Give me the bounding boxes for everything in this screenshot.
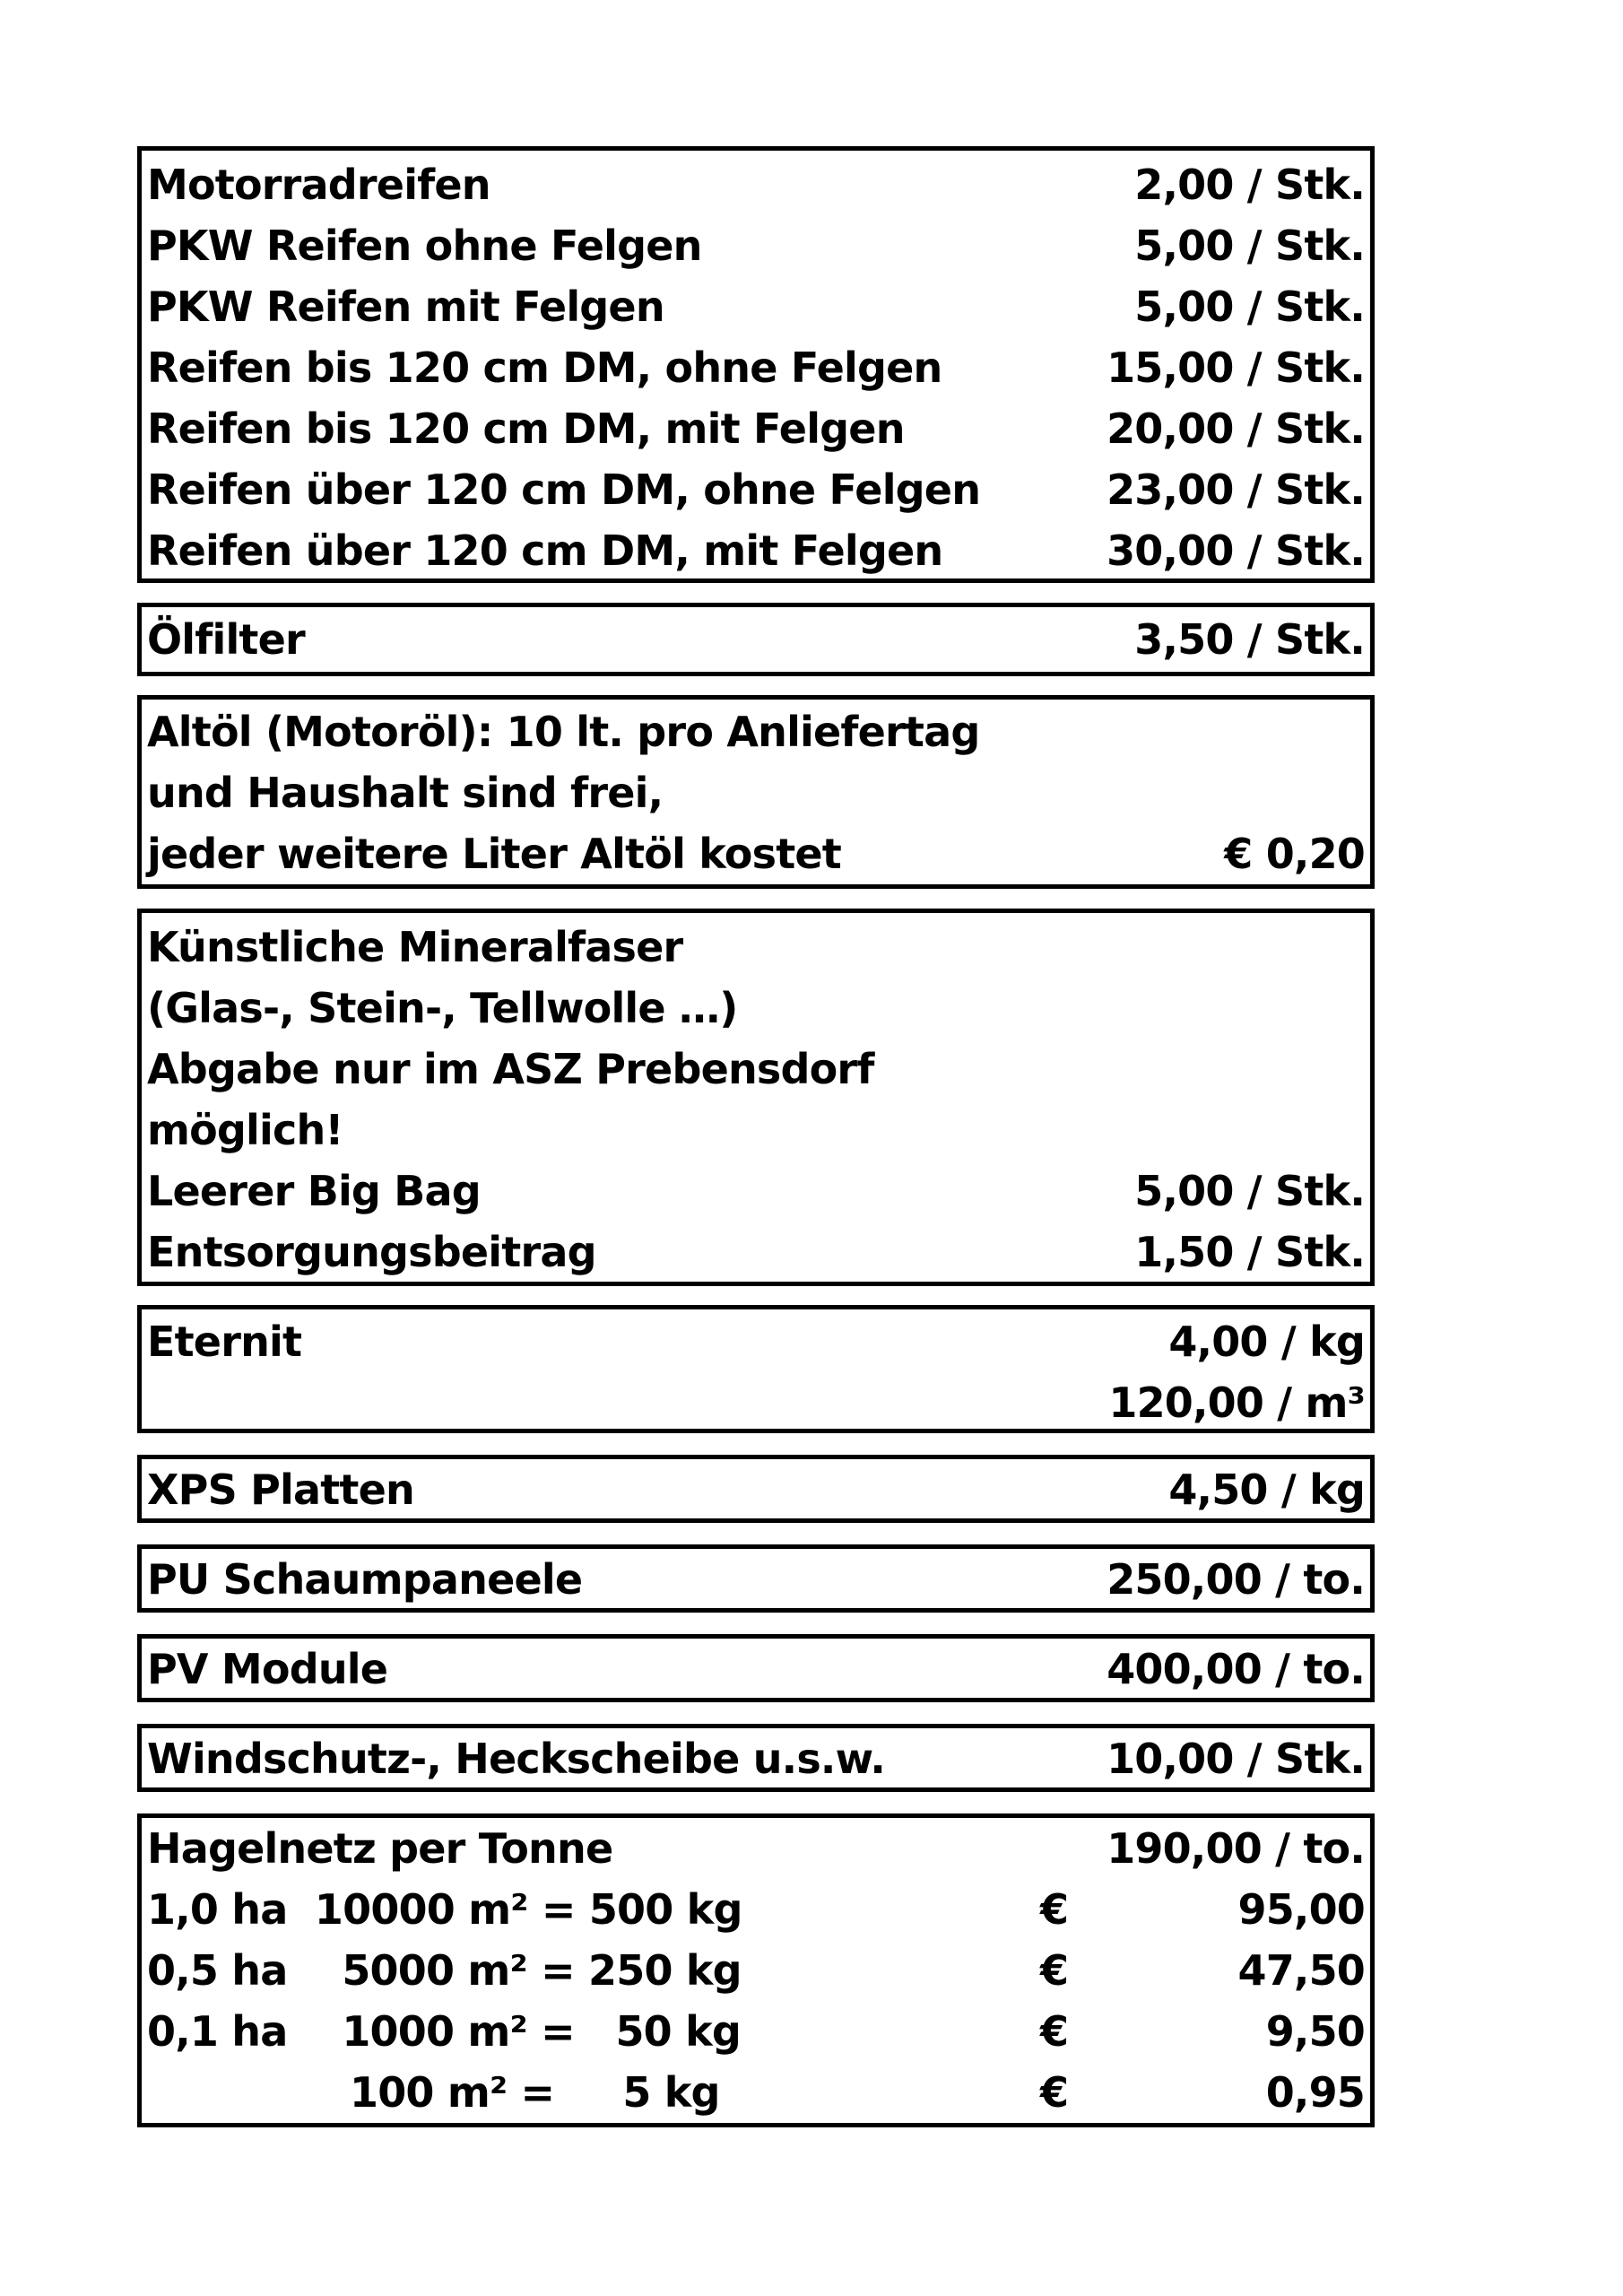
- tire-row-bis120-ohne: [142, 337, 1370, 398]
- item-price: 23,00 / Stk.: [1107, 465, 1365, 514]
- mineral-fiber-line-2: [142, 978, 1370, 1039]
- item-label: PU Schaumpaneele: [147, 1555, 583, 1604]
- tire-row-pkw-ohne: [142, 215, 1370, 276]
- item-label: PV Module: [147, 1645, 388, 1693]
- item-price: 5,00 / Stk.: [1134, 1167, 1365, 1215]
- item-price: 15,00 / Stk.: [1107, 344, 1365, 392]
- hail-net-row-01ha: [142, 2001, 1370, 2062]
- mineral-fiber-line-4: [142, 1100, 1370, 1161]
- pv-row: [142, 1639, 1370, 1700]
- windshield-row: [142, 1728, 1370, 1789]
- mineral-fiber-item-bigbag: [142, 1161, 1370, 1222]
- tire-row-pkw-mit: [142, 276, 1370, 337]
- currency-symbol: €: [1040, 1946, 1069, 1995]
- hail-net-row-05ha: [142, 1940, 1370, 2001]
- item-label: Reifen über 120 cm DM, ohne Felgen: [147, 465, 981, 514]
- hail-net-box: [137, 1813, 1375, 2127]
- item-label: Hagelnetz per Tonne: [147, 1824, 613, 1873]
- currency-symbol: €: [1040, 2007, 1069, 2056]
- eternit-row-kg: [142, 1311, 1370, 1372]
- hail-net-row-100m2: [142, 2062, 1370, 2123]
- item-price: 5,00 / Stk.: [1134, 222, 1365, 270]
- hail-net-row-1ha: [142, 1879, 1370, 1940]
- eternit-row-m3: [142, 1372, 1370, 1433]
- item-label: PKW Reifen mit Felgen: [147, 283, 664, 331]
- item-price: 4,50 / kg: [1168, 1465, 1365, 1514]
- tire-row-ueber120-ohne: [142, 459, 1370, 520]
- tires-box: [137, 146, 1375, 583]
- text-line: möglich!: [147, 1106, 343, 1154]
- item-price: 47,50: [1237, 1946, 1365, 1995]
- pu-box: [137, 1544, 1375, 1613]
- item-price: 95,00: [1237, 1885, 1365, 1934]
- mineral-fiber-line-1: [142, 917, 1370, 978]
- text-line: Künstliche Mineralfaser: [147, 923, 683, 971]
- area-label: 0,1 ha 1000 m² = 50 kg: [147, 2007, 742, 2056]
- oil-filter-row: [142, 609, 1370, 670]
- item-price: 20,00 / Stk.: [1107, 404, 1365, 453]
- item-price: € 0,20: [1224, 830, 1365, 878]
- mineral-fiber-line-3: [142, 1039, 1370, 1100]
- tire-row-bis120-mit: [142, 398, 1370, 459]
- currency-symbol: €: [1040, 2068, 1069, 2117]
- item-price: 5,00 / Stk.: [1134, 283, 1365, 331]
- item-price-m3: 120,00 / m³: [1108, 1378, 1365, 1427]
- eternit-box: [137, 1305, 1375, 1433]
- xps-box: [137, 1455, 1375, 1523]
- item-price: 190,00 / to.: [1107, 1824, 1365, 1873]
- waste-oil-line-2: [142, 762, 1370, 823]
- item-label: Leerer Big Bag: [147, 1167, 481, 1215]
- text-line: und Haushalt sind frei,: [147, 769, 664, 817]
- item-price: 1,50 / Stk.: [1134, 1228, 1365, 1276]
- item-label: Reifen über 120 cm DM, mit Felgen: [147, 526, 943, 575]
- item-label: Eternit: [147, 1318, 302, 1366]
- area-label: 0,5 ha 5000 m² = 250 kg: [147, 1946, 742, 1995]
- item-label: Motorradreifen: [147, 161, 490, 209]
- item-label: Ölfilter: [147, 615, 305, 664]
- item-price: 400,00 / to.: [1107, 1645, 1365, 1693]
- item-price-kg: 4,00 / kg: [1168, 1318, 1365, 1366]
- windshield-box: [137, 1724, 1375, 1792]
- item-label: Reifen bis 120 cm DM, mit Felgen: [147, 404, 905, 453]
- item-label: XPS Platten: [147, 1465, 414, 1514]
- item-label: PKW Reifen ohne Felgen: [147, 222, 702, 270]
- area-label: 100 m² = 5 kg: [350, 2068, 720, 2117]
- tire-row-ueber120-mit: [142, 520, 1370, 581]
- xps-row: [142, 1459, 1370, 1520]
- waste-oil-line-3: [142, 823, 1370, 884]
- item-label: Reifen bis 120 cm DM, ohne Felgen: [147, 344, 942, 392]
- area-label: 1,0 ha 10000 m² = 500 kg: [147, 1885, 742, 1934]
- hail-net-header-row: [142, 1818, 1370, 1879]
- mineral-fiber-item-beitrag: [142, 1222, 1370, 1283]
- item-price: 9,50: [1265, 2007, 1365, 2056]
- item-price: 30,00 / Stk.: [1107, 526, 1365, 575]
- item-label: Windschutz-, Heckscheibe u.s.w.: [147, 1735, 886, 1783]
- waste-oil-line-1: [142, 701, 1370, 762]
- oil-filter-box: [137, 603, 1375, 676]
- currency-symbol: €: [1040, 1885, 1069, 1934]
- pv-box: [137, 1634, 1375, 1702]
- item-label: Entsorgungsbeitrag: [147, 1228, 596, 1276]
- text-line: Abgabe nur im ASZ Prebensdorf: [147, 1045, 874, 1093]
- text-line: (Glas-, Stein-, Tellwolle …): [147, 984, 738, 1032]
- mineral-fiber-box: [137, 909, 1375, 1286]
- text-line: Altöl (Motoröl): 10 lt. pro Anliefertag: [147, 708, 980, 756]
- pu-row: [142, 1549, 1370, 1610]
- item-price: 250,00 / to.: [1107, 1555, 1365, 1604]
- item-price: 0,95: [1265, 2068, 1365, 2117]
- item-price: 3,50 / Stk.: [1134, 615, 1365, 664]
- tire-row-motorrad: [142, 154, 1370, 215]
- item-price: 2,00 / Stk.: [1134, 161, 1365, 209]
- waste-oil-box: [137, 695, 1375, 889]
- text-line: jeder weitere Liter Altöl kostet: [147, 830, 841, 878]
- item-price: 10,00 / Stk.: [1107, 1735, 1365, 1783]
